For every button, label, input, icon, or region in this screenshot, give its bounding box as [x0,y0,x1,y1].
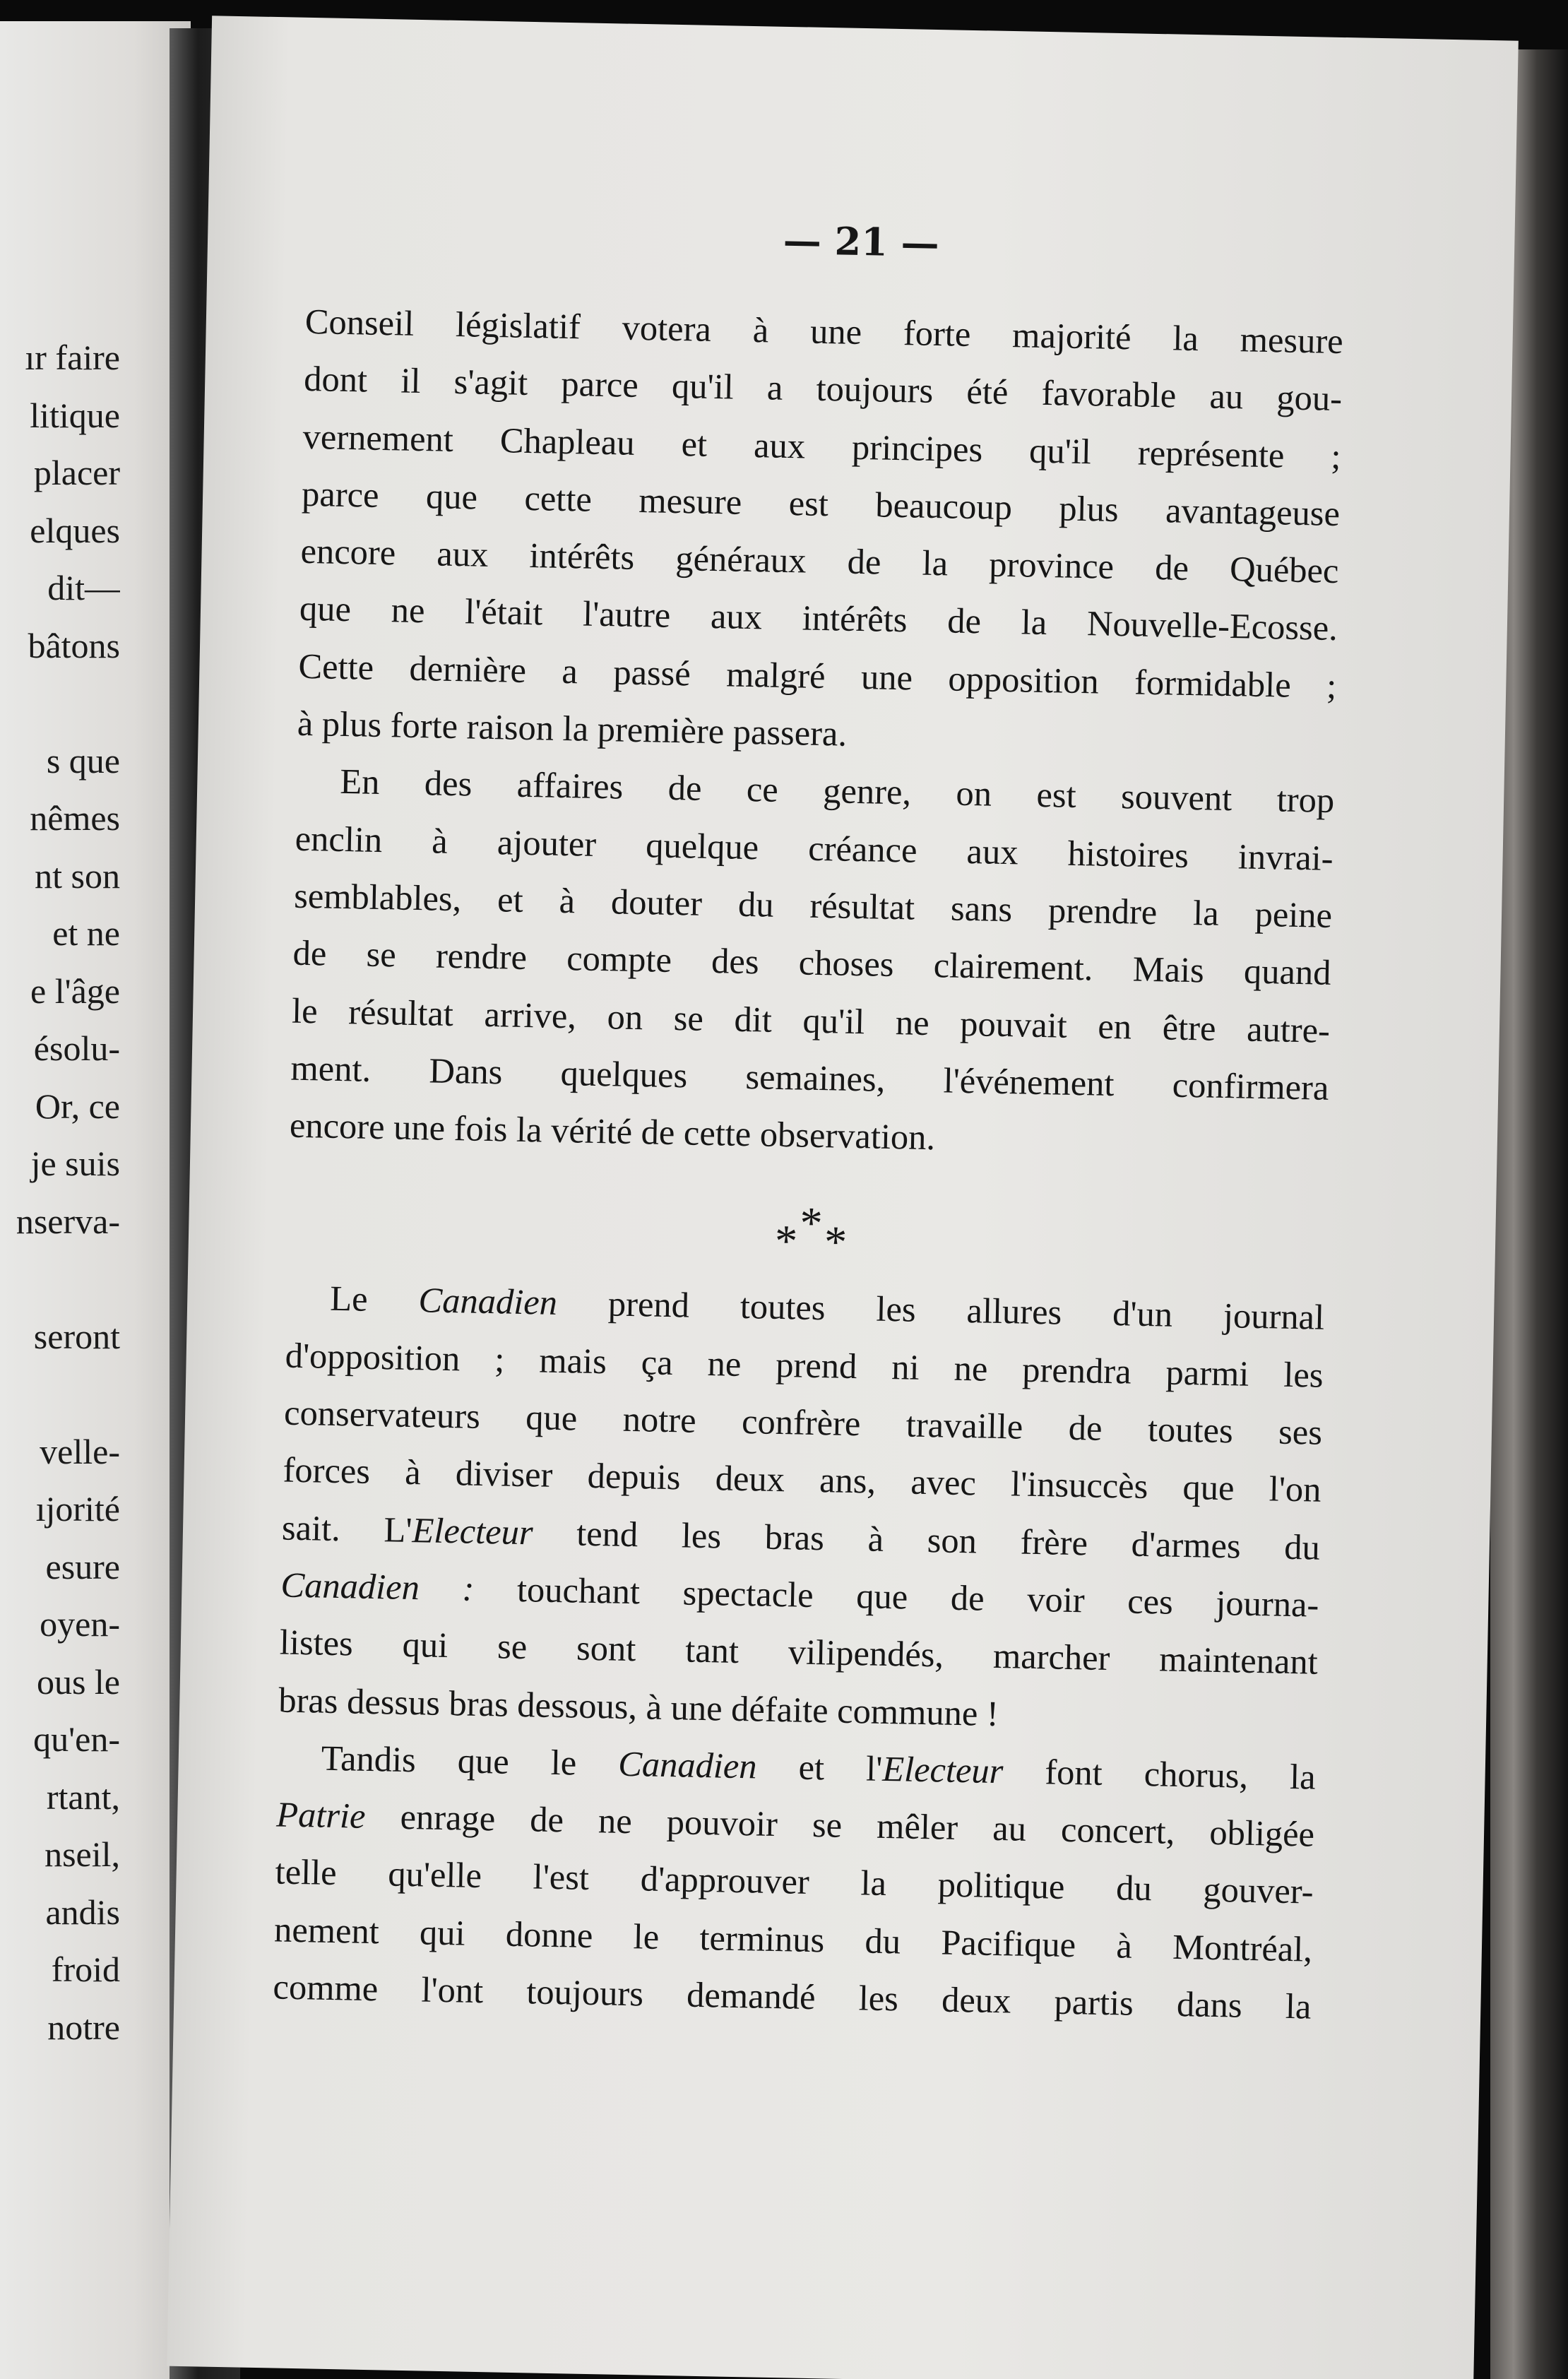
section-separator [287,1154,1327,1289]
previous-page-line: et ne [52,913,120,953]
previous-page-line: nserva- [16,1201,120,1241]
page-body [273,293,1344,2036]
newspaper-title: Electeur [881,1748,1004,1791]
text-line: d'opposition ; mais ça ne prend ni ne prendra parmi les [285,1335,1324,1395]
text-line: à plus forte raison la première passera. [297,703,848,754]
paragraph-2 [289,752,1335,1174]
page-number: — 21 — [783,217,940,266]
text-line: listes qui se sont tant vilipendés, marcher maintenant [279,1622,1319,1682]
asterisk: * [799,1197,824,1249]
text-run: prend toutes les allures d'un journal [557,1283,1325,1338]
text-run: sait. L' [281,1507,413,1550]
text-line: conservateurs que notre confrère travaille de toutes ses [283,1392,1323,1452]
previous-page-line [0,1250,120,1308]
previous-page-line: seront [33,1316,120,1356]
asterisk: * [824,1216,848,1268]
previous-page-line: placer [33,453,120,492]
text-line: telle qu'elle l'est d'approuver la politique du gouver- [275,1851,1314,1912]
text-run: enrage de ne pouvoir se mêler au concert, obligée [364,1796,1315,1854]
previous-page-line: nseil, [44,1834,120,1874]
previous-page-line: froid [51,1950,120,1989]
previous-page-text [0,329,120,2056]
previous-page-line: litique [30,395,120,435]
text-line: Conseil législatif votera à une forte majorité la mesure [304,301,1344,362]
previous-page-line: oyen- [40,1604,120,1644]
previous-page-line: ır faire [25,338,120,377]
previous-page-line [0,1365,120,1423]
text-line: En des affaires de ce genre, on est souvent trop [339,761,1335,821]
text-line: nement qui donne le terminus du Pacifique à Montréal, [273,1909,1313,1969]
newspaper-title: Canadien [418,1280,558,1323]
paragraph-3 [278,1269,1325,1748]
text-run: touchant spectacle que de voir ces journa- [473,1568,1319,1625]
text-line: que ne l'était l'autre aux intérêts de la Nouvelle-Ecosse. [299,588,1338,648]
text-line: vernement Chapleau et aux principes qu'il représente ; [302,416,1342,476]
previous-page-line: Or, ce [35,1086,120,1126]
text-line: bras dessus bras dessous, à une défaite commune ! [278,1680,999,1733]
text-line: encore aux intérêts généraux de la province de Québec [300,530,1339,591]
previous-page-line: nêmes [30,798,120,838]
text-run: Le [329,1279,420,1320]
previous-page-line: rtant, [46,1776,120,1817]
previous-page [0,21,191,2379]
text-line: semblables, et à douter du résultat sans prendre la peine [293,875,1333,935]
previous-page-line: qu'en- [33,1719,120,1759]
previous-page-line: dit— [47,568,120,607]
text-run: font chorus, la [1002,1751,1317,1797]
text-line: de se rendre compte des choses clairement. Mais quand [292,932,1331,993]
text-line: encore une fois la vérité de cette observation. [289,1105,936,1158]
text-run: Tandis que le [321,1738,619,1784]
newspaper-title: Electeur [411,1509,534,1552]
previous-page-line: ous le [36,1661,120,1702]
previous-page-line: notre [47,2007,120,2047]
previous-page-line: je suis [30,1144,120,1183]
previous-page-line [0,675,120,732]
previous-page-line: andis [45,1892,120,1932]
previous-page-line: esure [45,1546,120,1586]
text-line: forces à diviser depuis deux ans, avec l'insuccès que l'on [283,1449,1321,1510]
previous-page-line: elques [30,510,120,550]
newspaper-title: Canadien [617,1743,758,1786]
previous-page-line: s que [46,740,120,781]
text-line: dont il s'agit parce qu'il a toujours été favorable au gou- [303,359,1343,419]
previous-page-line: ıjorité [35,1489,120,1529]
text-line: comme l'ont toujours demandé les deux partis dans la [273,1966,1312,2027]
paragraph-1 [297,293,1343,772]
text-line: ment. Dans quelques semaines, l'événement confirmera [290,1048,1329,1108]
text-line: Cette dernière a passé malgré une opposition formidable ; [297,646,1337,706]
newspaper-title: Canadien : [280,1565,475,1608]
previous-page-line: nt son [35,855,120,896]
text-run: et l' [756,1746,883,1788]
text-line: parce que cette mesure est beaucoup plus avantageuse [301,473,1341,533]
text-line: le résultat arrive, on se dit qu'il ne pouvait en être autre- [291,990,1331,1050]
previous-page-line: ésolu- [33,1028,120,1068]
newspaper-title: Patrie [275,1794,367,1837]
text-line: enclin à ajouter quelque créance aux histoires invrai- [295,818,1334,878]
previous-page-line: bâtons [28,625,120,665]
asterisk: * [774,1216,798,1266]
paragraph-4 [273,1728,1317,2036]
previous-page-line: e l'âge [30,971,120,1011]
book-page [167,16,1519,2379]
previous-page-line: velle- [40,1431,120,1471]
text-run: tend les bras à son frère d'armes du [533,1512,1321,1567]
